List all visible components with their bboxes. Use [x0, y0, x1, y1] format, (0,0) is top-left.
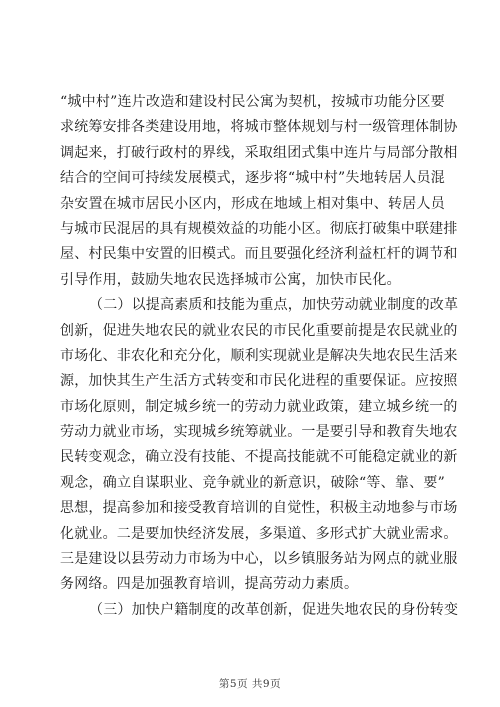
page-number-footer: 第5页 共9页 [218, 678, 282, 690]
text-line: 求统筹安排各类建设用地，将城市整体规划与村一级管理体制协 [60, 119, 458, 136]
document-body [60, 90, 459, 623]
text-line: 杂安置在城市居民小区内，形成在地域上相对集中、转居人员 [60, 195, 445, 212]
text-line: 引导作用，鼓励失地农民选择城市公寓，加快市民化。 [60, 271, 401, 288]
text-line: 调起来，打破行政村的界线，采取组团式集中连片与局部分散相 [60, 144, 458, 161]
paragraph-heading: （二）以提高素质和技能为重点，加快劳动就业制度的改革 [89, 297, 459, 314]
text-line: 民转变观念，确立没有技能、不提高技能就不可能稳定就业的新 [60, 449, 458, 466]
text-line: 化就业。二是要加快经济发展，多渠道、多形式扩大就业需求。 [60, 525, 458, 542]
paragraph-heading: （三）加快户籍制度的改革创新，促进失地农民的身份转变 [89, 601, 459, 618]
text-line: 务网络。四是加强教育培训，提高劳动力素质。 [60, 576, 359, 593]
text-line: 源，加快其生产生活方式转变和市民化进程的重要保证。应按照 [60, 373, 458, 390]
text-line: “城中村”连片改造和建设村民公寓为契机，按城市功能分区要 [60, 94, 445, 110]
text-line: 三是建设以县劳动力市场为中心，以乡镇服务站为网点的就业服 [60, 551, 458, 568]
text-line: 结合的空间可持续发展模式，逐步将“城中村”失地转居人员混 [60, 170, 445, 187]
text-line: 创新，促进失地农民的就业农民的市民化重要前提是农民就业的 [60, 322, 458, 339]
text-line: 与城市民混居的具有规模效益的功能小区。彻底打破集中联建排 [60, 220, 458, 237]
text-line: 思想，提高参加和接受教育培训的自觉性，积极主动地参与市场 [60, 500, 458, 517]
text-line: 屋、村民集中安置的旧模式。而且要强化经济利益杠杆的调节和 [60, 246, 458, 263]
text-line: 市场化原则，制定城乡统一的劳动力就业政策，建立城乡统一的 [60, 398, 458, 415]
text-line: 观念，确立自谋职业、竞争就业的新意识，破除“等、靠、要” [60, 474, 445, 491]
text-line: 劳动力就业市场，实现城乡统筹就业。一是要引导和教育失地农 [60, 424, 458, 441]
text-line: 市场化、非农化和充分化，顺利实现就业是解决失地农民生活来 [60, 347, 458, 364]
